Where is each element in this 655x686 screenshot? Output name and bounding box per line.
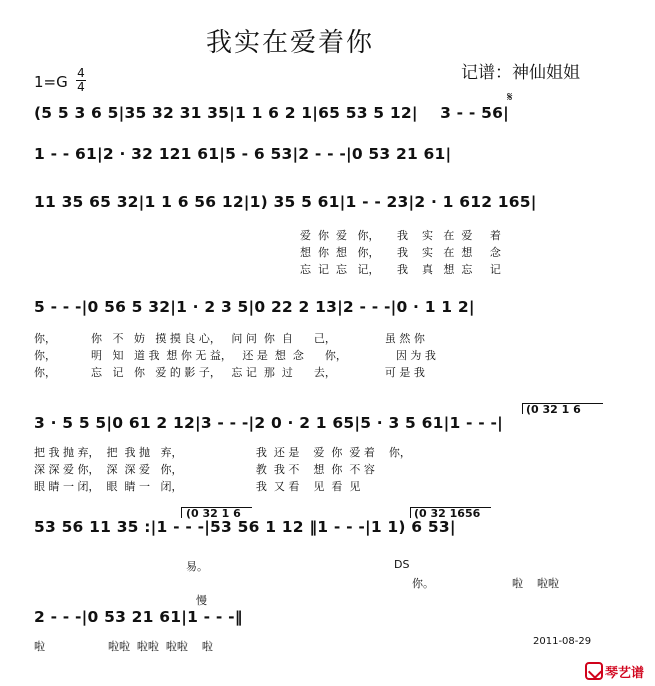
lyric-row-3-line-2: 想 你 想 你， 我 实 在 想 念 — [300, 246, 501, 259]
key-signature: 1=G — [34, 73, 68, 91]
lyric-row-6-b: 你。 — [412, 577, 434, 590]
ending-notes-3: (0 32 1656 — [414, 507, 481, 520]
logo-text: 琴艺谱 — [605, 665, 645, 681]
time-signature-bottom: 4 — [77, 80, 85, 94]
lyric-row-4-line-2: 你， 明 知 道 我 想 你 无 益， 还 是 想 念 你， 因 为 我 — [34, 349, 436, 362]
lyric-row-5-line-1: 把 我 抛 弃， 把 我 抛 弃， 我 还 是 爱 你 爱 着 你， — [34, 446, 411, 459]
ending-notes-1: (0 32 1 6 — [526, 403, 581, 416]
tempo-mark-slow: 慢 — [196, 594, 207, 607]
time-signature-top: 4 — [77, 66, 85, 80]
notation-row-1: (5 5 3 6 5|35 32 31 35|1 1 6 2 1|65 53 5 12| 3 - - 56| — [34, 104, 509, 122]
lyric-row-4-line-1: 你， 你 不 妨 摸 摸 良 心， 问 问 你 自 己， 虽 然 你 — [34, 332, 425, 345]
lyric-row-5-line-3: 眼 睛 一 闭， 眼 睛 一 闭， 我 又 看 见 看 见 — [34, 480, 361, 493]
transcriber-credit: 记谱：神仙姐姐 — [461, 63, 580, 83]
lyric-row-6-ds: DS — [394, 558, 410, 571]
notation-row-2: 1 - - 61|2 · 32 121 61|5 - 6 53|2 - - -|0 53 21 61| — [34, 145, 452, 163]
notation-row-3: 11 35 65 32|1 1 6 56 12|1) 35 5 61|1 - - 23|2 · 1 612 165| — [34, 193, 537, 211]
lyric-row-7: 啦 啦啦 啦啦 啦啦 啦 — [34, 640, 213, 653]
notation-row-4: 5 - - -|0 56 5 32|1 · 2 3 5|0 22 2 13|2 - - -|0 · 1 1 2| — [34, 298, 475, 316]
notation-row-6: 53 56 11 35 :|1 - - -|53 56 1 12 ‖1 - - -|1 1) 6 53| — [34, 518, 456, 536]
lyric-row-6-c: 啦 啦啦 — [512, 577, 559, 590]
segno-icon: 𝄋 — [507, 90, 513, 105]
lyric-row-3-line-3: 忘 记 忘 记， 我 真 想 忘 记 — [300, 263, 501, 276]
logo-icon — [585, 662, 603, 680]
lyric-row-3-line-1: 爱 你 爱 你， 我 实 在 爱 着 — [300, 229, 501, 242]
ending-notes-2: (0 32 1 6 — [186, 507, 241, 520]
lyric-row-5-line-2: 深 深 爱 你， 深 深 爱 你， 教 我 不 想 你 不 容 — [34, 463, 375, 476]
site-logo — [585, 660, 653, 682]
notation-row-5: 3 · 5 5 5|0 61 2 12|3 - - -|2 0 · 2 1 65|5 · 3 5 61|1 - - -| — [34, 414, 504, 432]
transcription-date: 2011-08-29 — [533, 636, 592, 647]
time-signature — [75, 68, 87, 93]
notation-row-7: 2 - - -|0 53 21 61|1 - - -‖ — [34, 608, 243, 626]
lyric-row-6-a: 易。 — [186, 560, 208, 573]
song-title: 我实在爱着你 — [206, 28, 375, 58]
lyric-row-4-line-3: 你， 忘 记 你 爱 的 影 子， 忘 记 那 过 去， 可 是 我 — [34, 366, 425, 379]
